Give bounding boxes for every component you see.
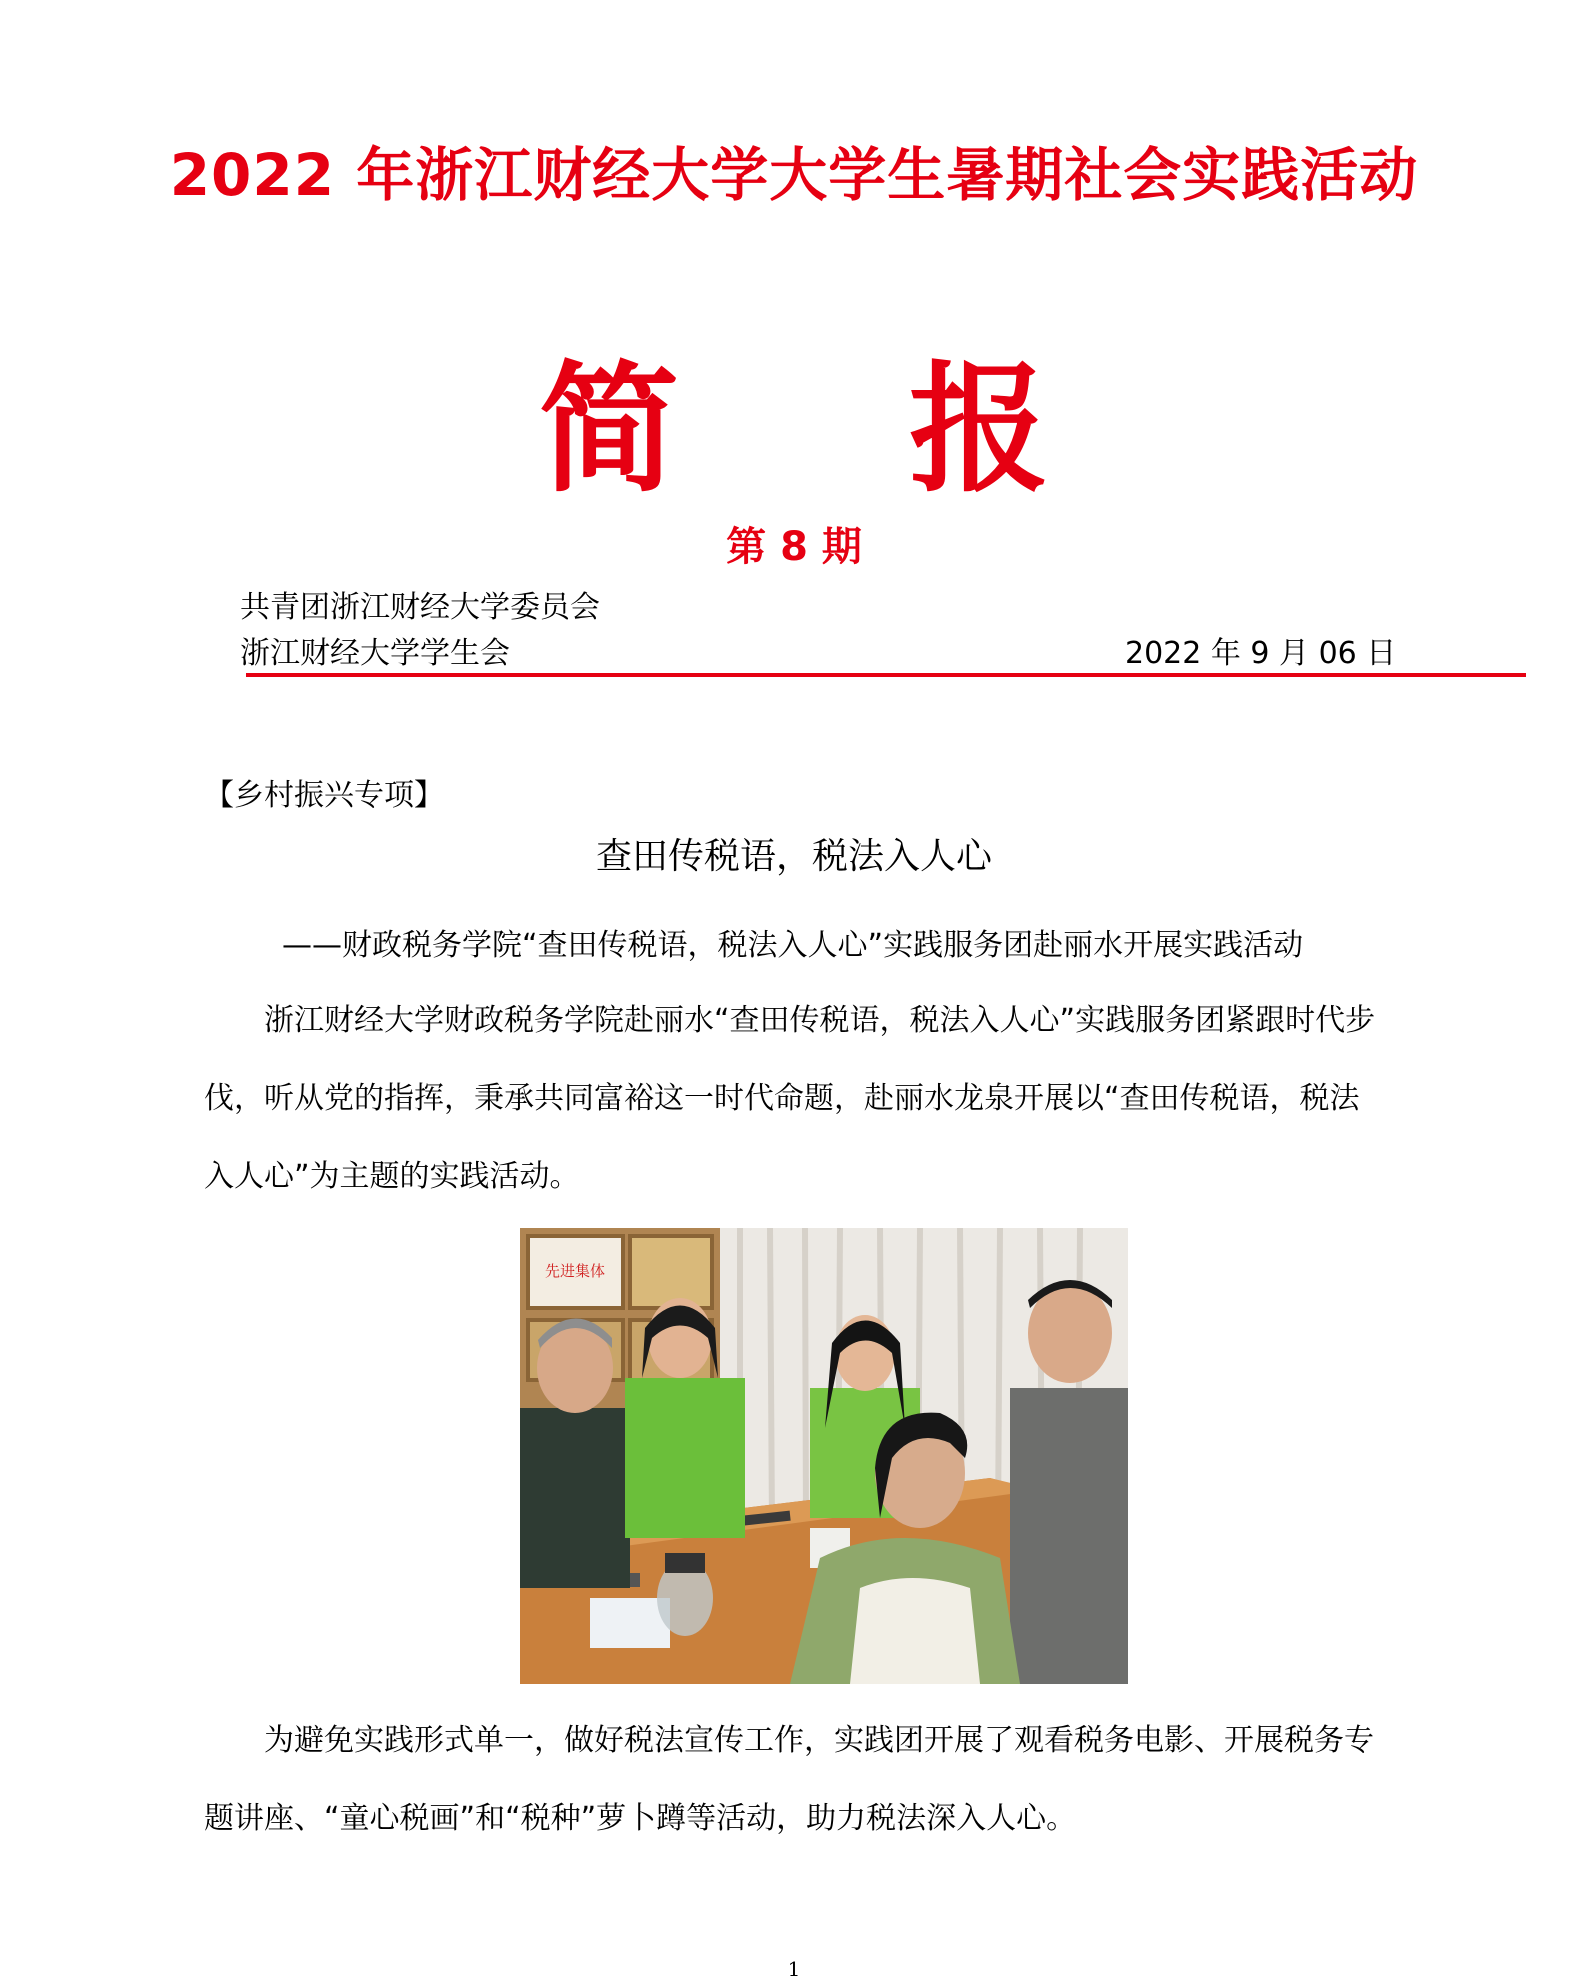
- brief-title: [0, 318, 1588, 519]
- article-paragraph-2: 为避免实践形式单一，做好税法宣传工作，实践团开展了观看税务电影、开展税务专题讲座、“童心税画”和“税种”萝卜蹲等活动，助力税法深入人心。: [204, 1723, 1374, 1836]
- header-divider: [246, 673, 1526, 677]
- article-subheadline: ——财政税务学院“查田传税语，税法入人心”实践服务团赴丽水开展实践活动: [282, 928, 1304, 963]
- publish-date: 2022 年 9 月 06 日: [1125, 636, 1397, 671]
- page-title: 2022 年浙江财经大学大学生暑期社会实践活动: [169, 141, 1419, 209]
- organization-line-1: 共青团浙江财经大学委员会: [240, 590, 600, 625]
- organization-line-2: 浙江财经大学学生会: [240, 636, 510, 671]
- section-tag: 【乡村振兴专项】: [204, 778, 444, 813]
- page-number: 1: [787, 1957, 801, 1981]
- article-headline: 查田传税语，税法入人心: [595, 836, 992, 877]
- brief-title-char-2: 报: [909, 349, 1050, 512]
- activity-photo: [520, 1228, 1128, 1684]
- issue-number: 第 8 期: [726, 524, 862, 570]
- article-paragraph-1: 浙江财经大学财政税务学院赴丽水“查田传税语，税法入人心”实践服务团紧跟时代步伐，听从党的指挥，秉承共同富裕这一时代命题，赴丽水龙泉开展以“查田传税语，税法入人心”为主题的实践活动。: [204, 1003, 1376, 1194]
- certificate-text: 先进集体: [544, 1262, 606, 1280]
- brief-title-char-1: 简: [538, 349, 679, 512]
